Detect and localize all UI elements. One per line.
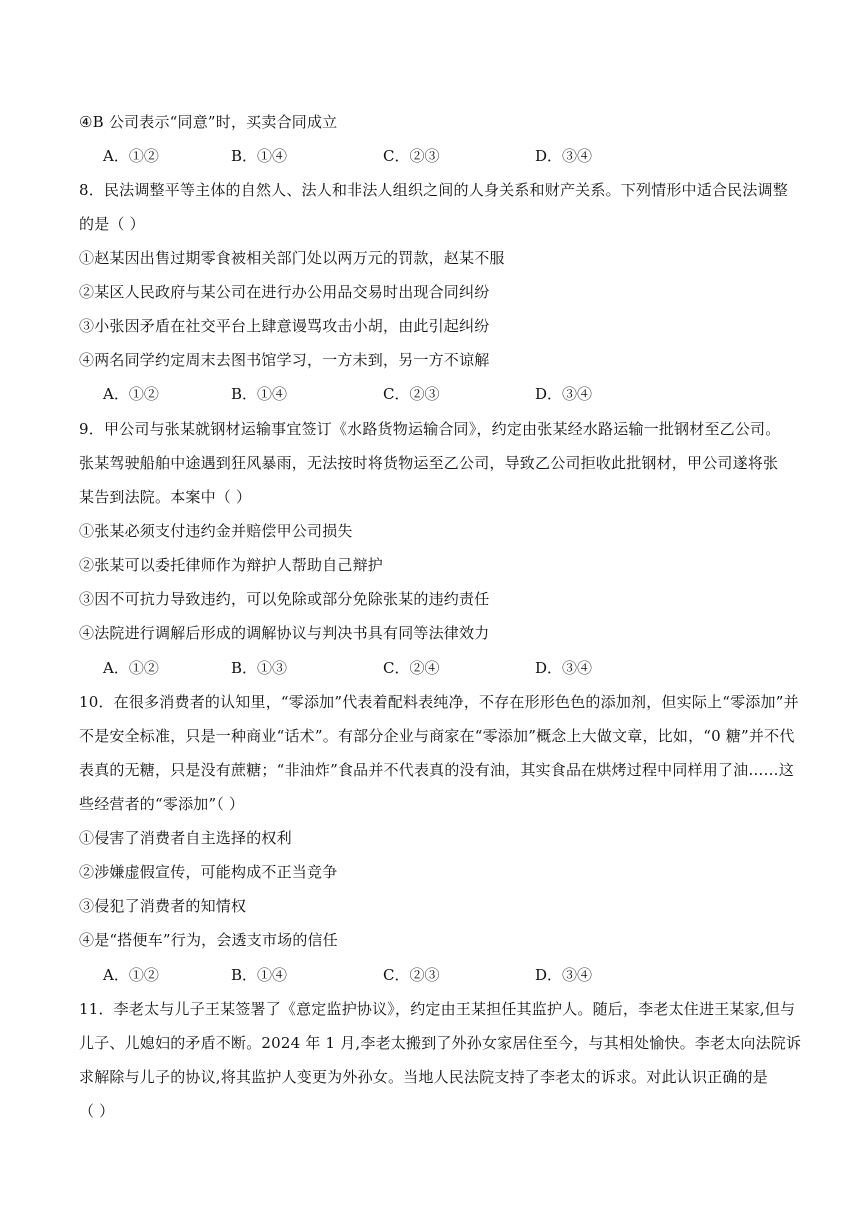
q8-option-b: B．①④: [231, 385, 288, 403]
q10-option-a: A．①②: [103, 966, 159, 984]
q7-option-b: B．①④: [231, 147, 288, 165]
q9-item-4: ④法院进行调解后形成的调解协议与判决书具有同等法律效力: [79, 624, 490, 642]
q8-item-1: ①赵某因出售过期零食被相关部门处以两万元的罚款，赵某不服: [79, 249, 505, 267]
q9-stem-line-3: 某告到法院。本案中（ ）: [79, 488, 252, 506]
q10-stem-line-2: 不是安全标准，只是一种商业“话术”。有部分企业与商家在“零添加”概念上大做文章，比如，“0 糖”并不代: [79, 727, 795, 745]
q8-stem-line-2: 的是（ ）: [79, 215, 145, 233]
q11-stem-line-3: 求解除与儿子的协议,将其监护人变更为外孙女。当地人民法院支持了李老太的诉求。对此认识正确的是: [79, 1068, 768, 1086]
q9-option-a: A．①②: [103, 659, 159, 677]
q8-item-2: ②某区人民政府与某公司在进行办公用品交易时出现合同纠纷: [79, 283, 490, 301]
q11-stem-line-4: （ ）: [79, 1102, 115, 1120]
q9-item-2: ②张某可以委托律师作为辩护人帮助自己辩护: [79, 556, 384, 574]
q7-option-a: A．①②: [103, 147, 159, 165]
q8-option-a: A．①②: [103, 385, 159, 403]
q8-item-4: ④两名同学约定周末去图书馆学习，一方未到，另一方不谅解: [79, 351, 490, 369]
q7-option-c: C．②③: [383, 147, 440, 165]
q7-options: [103, 145, 703, 167]
q10-stem-line-4: 些经营者的“零添加”（ ）: [79, 795, 245, 813]
q7-option-d: D．③④: [535, 147, 593, 165]
q8-stem-line-1: 8．民法调整平等主体的自然人、法人和非法人组织之间的人身关系和财产关系。下列情形中适合民法调整: [79, 181, 788, 199]
q10-stem-line-3: 表真的无糖，只是没有蔗糖；“非油炸”食品并不代表真的没有油，其实食品在烘烤过程中同样用了油……这: [79, 761, 794, 779]
q9-item-3: ③因不可抗力导致违约，可以免除或部分免除张某的违约责任: [79, 590, 490, 608]
q9-options: [103, 657, 703, 679]
q10-option-d: D．③④: [535, 966, 593, 984]
q10-item-2: ②涉嫌虚假宣传，可能构成不正当竞争: [79, 863, 338, 881]
q10-option-b: B．①④: [231, 966, 288, 984]
q10-item-1: ①侵害了消费者自主选择的权利: [79, 829, 292, 847]
q8-item-3: ③小张因矛盾在社交平台上肆意谩骂攻击小胡，由此引起纠纷: [79, 317, 490, 335]
q9-item-1: ①张某必须支付违约金并赔偿甲公司损失: [79, 522, 353, 540]
q10-options: [103, 964, 703, 986]
q10-item-4: ④是“搭便车”行为，会透支市场的信任: [79, 931, 338, 949]
q10-stem-line-1: 10．在很多消费者的认知里，“零添加”代表着配料表纯净，不存在形形色色的添加剂，但实际上“零添加”并: [79, 693, 799, 711]
q9-stem-line-1: 9．甲公司与张某就钢材运输事宜签订《水路货物运输合同》，约定由张某经水路运输一批钢材至乙公司。: [79, 420, 781, 438]
q10-item-3: ③侵犯了消费者的知情权: [79, 897, 247, 915]
q7-item-4: ④B 公司表示“同意”时，买卖合同成立: [79, 113, 338, 131]
q9-stem-line-2: 张某驾驶船舶中途遇到狂风暴雨，无法按时将货物运至乙公司，导致乙公司拒收此批钢材，甲公司遂将张: [79, 454, 779, 472]
q9-option-d: D．③④: [535, 659, 593, 677]
q9-option-b: B．①③: [231, 659, 288, 677]
q9-option-c: C．②④: [383, 659, 440, 677]
q8-option-d: D．③④: [535, 385, 593, 403]
q8-option-c: C．②③: [383, 385, 440, 403]
q10-option-c: C．②③: [383, 966, 440, 984]
q11-stem-line-2: 儿子、儿媳妇的矛盾不断。2024 年 1 月,李老太搬到了外孙女家居住至今，与其相处愉快。李老太向法院诉: [79, 1034, 802, 1052]
q8-options: [103, 383, 703, 405]
q11-stem-line-1: 11．李老太与儿子王某签署了《意定监护协议》，约定由王某担任其监护人。随后，李老太住进王某家,但与: [79, 1000, 796, 1018]
